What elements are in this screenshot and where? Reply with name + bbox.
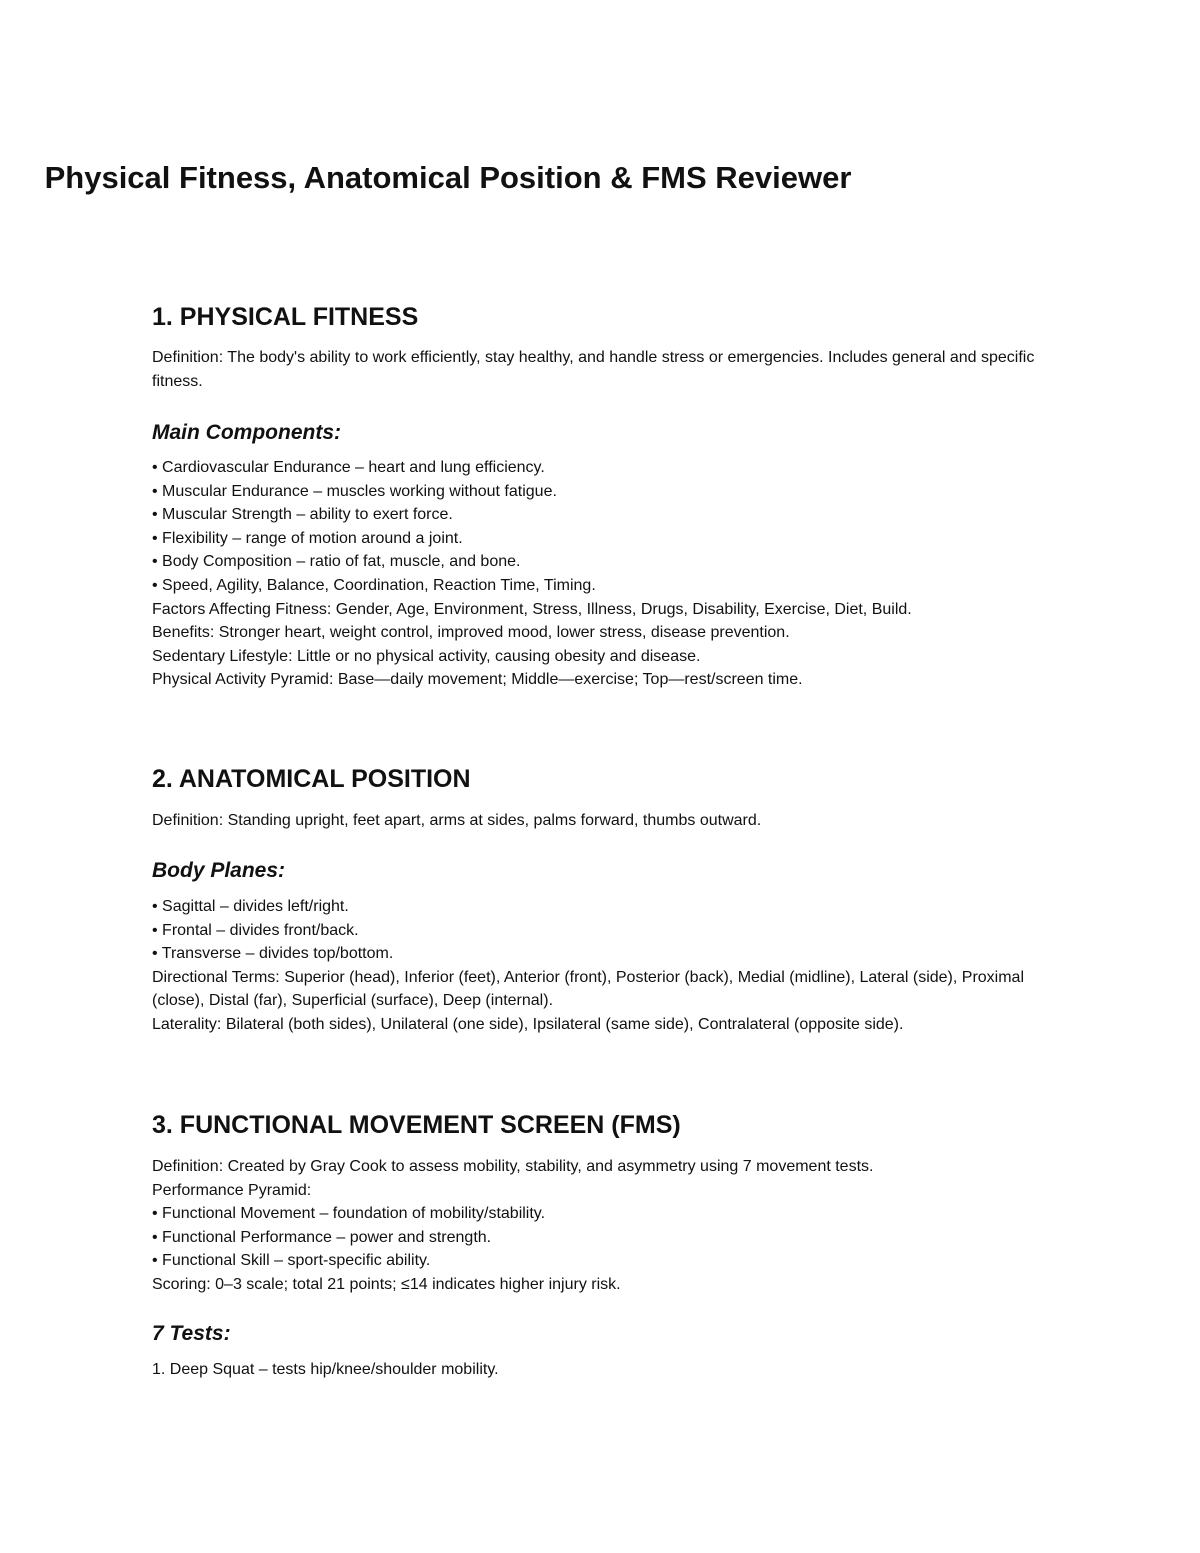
subheading-main-components: Main Components:	[152, 421, 341, 444]
benefits-text: Benefits: Stronger heart, weight control, improved mood, lower stress, disease prevention.	[152, 624, 790, 642]
anatomical-position-definition: Definition: Standing upright, feet apart, arms at sides, palms forward, thumbs outward.	[152, 812, 762, 829]
list-item: 1. Deep Squat – tests hip/knee/shoulder mobility.	[152, 1361, 499, 1378]
fms-details	[152, 1155, 1052, 1297]
subheading-seven-tests: 7 Tests:	[152, 1322, 231, 1345]
list-item: • Functional Movement – foundation of mobility/stability.	[152, 1205, 546, 1223]
list-item: • Flexibility – range of motion around a joint.	[152, 529, 463, 547]
list-item: • Transverse – divides top/bottom.	[152, 945, 394, 963]
physical-fitness-definition: Definition: The body's ability to work efficiently, stay healthy, and handle stress or emergencies. Includes general and specific fitness.	[152, 349, 1035, 390]
tests-list	[152, 1358, 1052, 1382]
list-item: • Sagittal – divides left/right.	[152, 898, 349, 915]
directional-terms-text: Directional Terms: Superior (head), Inferior (feet), Anterior (front), Posterior (back), Medial (midline), Lateral (side), Proximal (close), Distal (far), Superficial (surface), Deep (internal).	[152, 968, 1024, 1010]
list-item: • Cardiovascular Endurance – heart and lung efficiency.	[152, 459, 545, 476]
list-item: • Functional Performance – power and strength.	[152, 1228, 492, 1246]
section-heading-fms: 3. FUNCTIONAL MOVEMENT SCREEN (FMS)	[152, 1111, 681, 1139]
sedentary-lifestyle-text: Sedentary Lifestyle: Little or no physical activity, causing obesity and disease.	[152, 647, 701, 665]
list-item: • Speed, Agility, Balance, Coordination, Reaction Time, Timing.	[152, 576, 596, 594]
section-heading-physical-fitness: 1. PHYSICAL FITNESS	[152, 303, 419, 331]
laterality-text: Laterality: Bilateral (both sides), Unilateral (one side), Ipsilateral (same side), Contralateral (opposite side).	[152, 1015, 904, 1033]
list-item: • Body Composition – ratio of fat, muscle, and bone.	[152, 553, 521, 571]
list-item: • Frontal – divides front/back.	[152, 921, 359, 939]
list-item: • Muscular Strength – ability to exert force.	[152, 506, 453, 524]
section-heading-anatomical-position: 2. ANATOMICAL POSITION	[152, 765, 471, 793]
factors-affecting-fitness: Factors Affecting Fitness: Gender, Age, Environment, Stress, Illness, Drugs, Disability, Exercise, Diet, Build.	[152, 600, 912, 618]
fms-definition: Definition: Created by Gray Cook to assess mobility, stability, and asymmetry using 7 movement tests.	[152, 1158, 874, 1175]
body-planes-list	[152, 895, 1052, 1037]
activity-pyramid-text: Physical Activity Pyramid: Base—daily movement; Middle—exercise; Top—rest/screen time.	[152, 671, 803, 689]
scoring-text: Scoring: 0–3 scale; total 21 points; ≤14 indicates higher injury risk.	[152, 1275, 621, 1293]
list-item: • Functional Skill – sport-specific ability.	[152, 1252, 431, 1270]
performance-pyramid-label: Performance Pyramid:	[152, 1181, 312, 1199]
document-title: Physical Fitness, Anatomical Position & FMS Reviewer	[44, 160, 852, 195]
subheading-body-planes: Body Planes:	[152, 859, 286, 882]
main-components-list	[152, 456, 1052, 692]
list-item: • Muscular Endurance – muscles working without fatigue.	[152, 482, 557, 500]
